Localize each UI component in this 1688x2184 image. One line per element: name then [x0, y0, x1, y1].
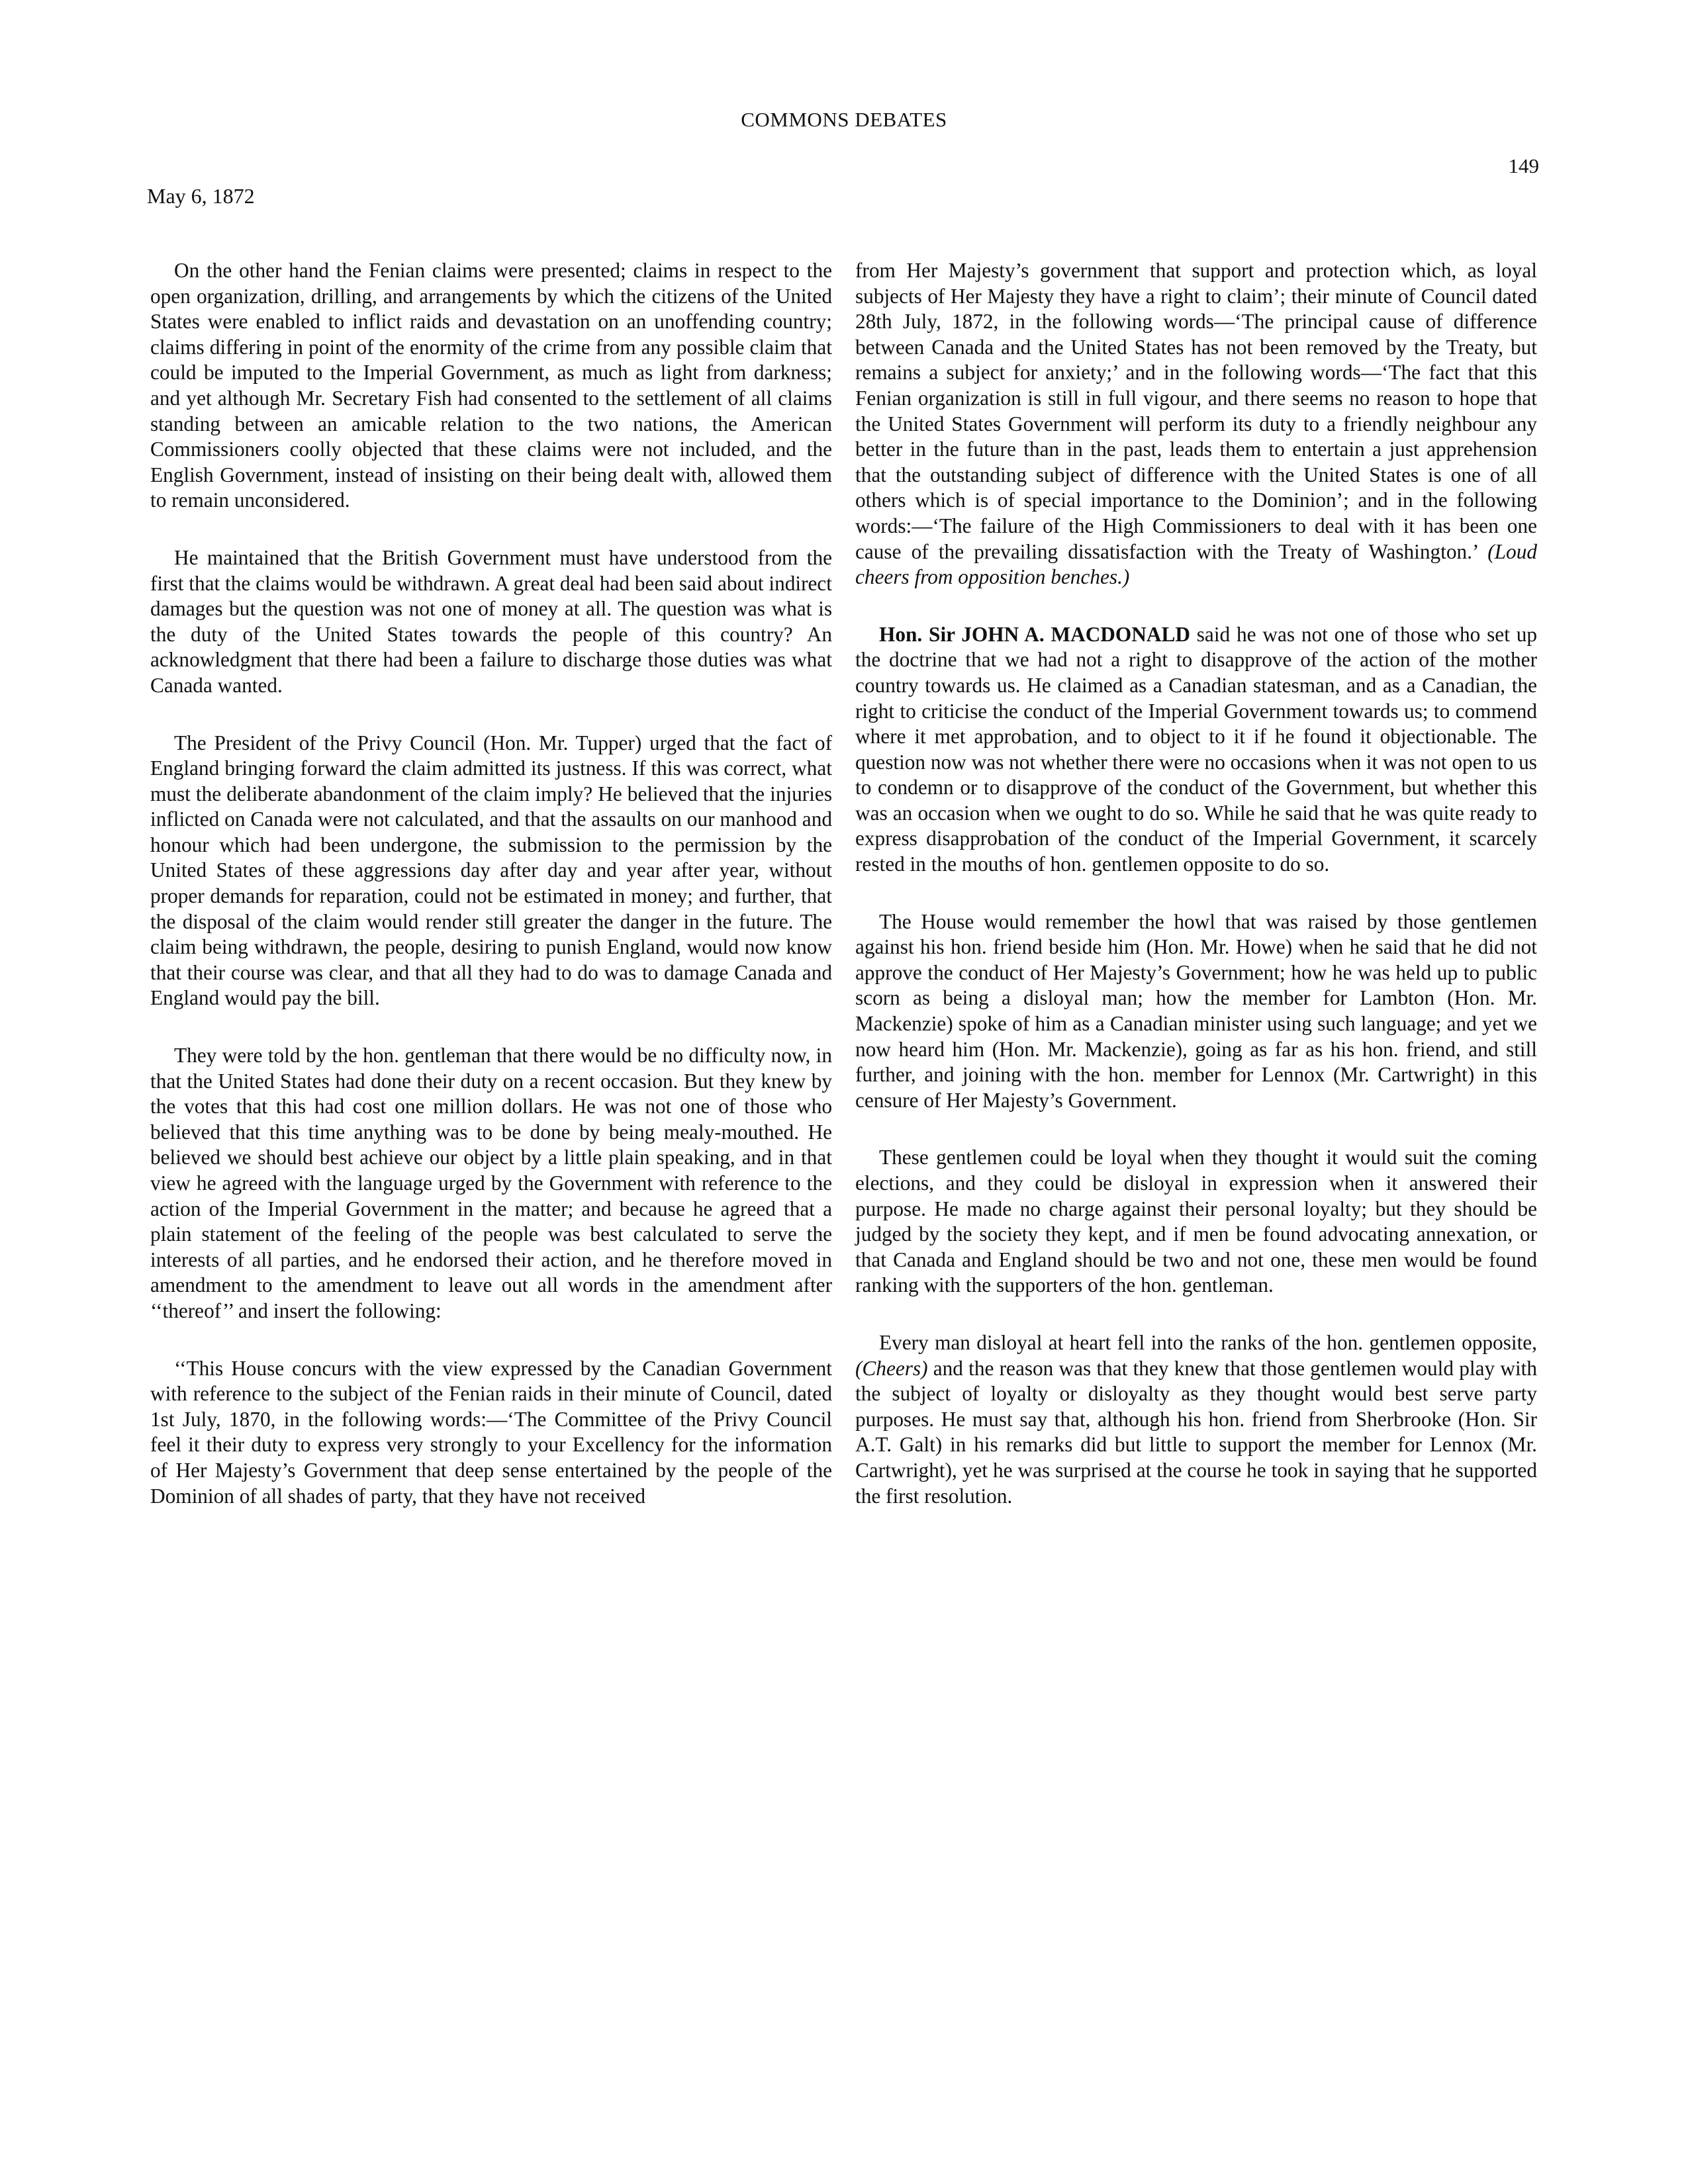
quoted-amendment: ‘‘This House concurs with the view expressed by the Canadian Government with reference to the subject of the Fenian raids in their minute of Council, dated 1st July, 1870, in the following words:—‘The Committee of the Privy Council feel it their duty to express very strongly to your Excellency for the information of Her Majesty’s Government that deep sense entertained by the people of the Dominion of all shades of party, that they have not received: [150, 1356, 832, 1508]
paragraph: On the other hand the Fenian claims were presented; claims in respect to the open organization, drilling, and arrangements by which the citizens of the United States were enabled to inflict raids and devastation on an unoffending country; claims differing in point of the enormity of the crime from any possible claim that could be imputed to the Imperial Government, as much as light from darkness; and yet although Mr. Secretary Fish had consented to the settlement of all claims standing between an amicable relation to the two nations, the American Commissioners coolly objected that these claims were not included, and the English Government, instead of insisting on their being dealt with, allowed them to remain unconsidered.: [150, 259, 832, 512]
right-column: [855, 258, 1537, 1541]
stage-direction: (Cheers): [855, 1356, 928, 1380]
speech-text: said he was not one of those who set up the doctrine that we had not a right to disapprove of the action of the mother country towards us. He claimed as a Canadian statesman, and as a Canadian, the right to criticise the conduct of the Imperial Government towards us; to commend where it met approbation, and to object to it if he found it objectionable. The question now was not whether there were no occasions when it was not open to us to condemn or to disapprove of the conduct of the Government, but whether this was an occasion when we ought to do so. While he said that he was quite ready to express disapprobation of the conduct of the Imperial Government, it scarcely rested in the mouths of hon. gentlemen opposite to do so.: [855, 622, 1537, 876]
paragraph: They were told by the hon. gentleman that there would be no difficulty now, in that the United States had done their duty on a recent occasion. But they knew by the votes that this had cost one million dollars. He was not one of those who believed that this time anything was to be done by being mealy-mouthed. He believed we should best achieve our object by a little plain speaking, and in that view he agreed with the language urged by the Government with reference to the action of the Imperial Government in the matter; and because he agreed that a plain statement of the feeling of the people was best calculated to serve the interests of all parties, and he endorsed their action, and he therefore moved in amendment to the amendment to leave out all words in the amendment after ‘‘thereof’’ and insert the following:: [150, 1044, 832, 1322]
stage-direction: (Loud cheers from opposition benches.): [855, 539, 1537, 589]
speech-text: Every man disloyal at heart fell into the ranks of the hon. gentlemen opposite,: [879, 1330, 1537, 1354]
speech-text: and the reason was that they knew that those gentlemen would play with the subject of loyalty or disloyalty as they thought would best serve party purposes. He must say that, although his hon. friend from Sherbrooke (Hon. Sir A.T. Galt) in his remarks did but little to support the member for Lennox (Mr. Cartwright), yet he was surprised at the course he took in saying that he supported the first resolution.: [855, 1356, 1537, 1508]
left-column: [150, 258, 832, 1541]
paragraph-continuation: [855, 258, 1537, 590]
paragraph: The House would remember the howl that was raised by those gentlemen against his hon. friend beside him (Hon. Mr. Howe) when he said that he did not approve the conduct of Her Majesty’s Government; how he was held up to public scorn as being a disloyal man; how the member for Lambton (Hon. Mr. Mackenzie) spoke of him as a Canadian minister using such language; and yet we now heard him (Hon. Mr. Mackenzie), going as far as his hon. friend, and still further, and joining with the hon. member for Lennox (Mr. Cartwright) in this censure of Her Majesty’s Government.: [855, 909, 1537, 1112]
speaker-name: Hon. Sir JOHN A. MACDONALD: [879, 622, 1190, 646]
continuation-text: from Her Majesty’s government that support and protection which, as loyal subjects of Her Majesty they have a right to claim’; their minute of Council dated 28th July, 1872, in the following words—‘The principal cause of difference between Canada and the United States has not been removed by the Treaty, but remains a subject for anxiety;’ and in the following words—‘The fact that this Fenian organization is still in full vigour, and there seems no reason to hope that the United States Government will perform its duty to a friendly neighbour any better in the future than in the past, leads them to entertain a just apprehension that the outstanding subject of difference with the United States is one of all others which is of special importance to the Dominion’; and in the following words:—‘The failure of the High Commissioners to deal with it has been one cause of the prevailing dissatisfaction with the Treaty of Washington.’: [855, 259, 1537, 563]
page-number: 149: [1508, 154, 1539, 177]
paragraph: These gentlemen could be loyal when they thought it would suit the coming elections, and they could be disloyal in expression when it answered their purpose. He made no charge against their personal loyalty; but they should be judged by the society they kept, and if men be found advocating annexation, or that Canada and England should be two and not one, these men would be found ranking with the supporters of the hon. gentleman.: [855, 1146, 1537, 1297]
running-head: COMMONS DEBATES: [741, 108, 947, 131]
paragraph: The President of the Privy Council (Hon. Mr. Tupper) urged that the fact of England bringing forward the claim admitted its justness. If this was correct, what must the deliberate abandonment of the claim imply? He believed that the injuries inflicted on Canada were not calculated, and that the assaults on our manhood and honour which had been undergone, the submission to the permission by the United States of these aggressions day after day and year after year, without proper demands for reparation, could not be estimated in money; and further, that the disposal of the claim would render still greater the danger in the future. The claim being withdrawn, the people, desiring to punish England, would now know that their course was clear, and that all they had to do was to damage Canada and England would pay the bill.: [150, 731, 832, 1010]
speech-paragraph: [855, 622, 1537, 878]
debate-date: May 6, 1872: [147, 184, 255, 208]
paragraph: [855, 1330, 1537, 1509]
paragraph: He maintained that the British Government must have understood from the first that the claims would be withdrawn. A great deal had been said about indirect damages but the question was not one of money at all. The question was what is the duty of the United States towards the people of this country? An acknowledgment that there had been a failure to discharge those duties was what Canada wanted.: [150, 545, 832, 697]
